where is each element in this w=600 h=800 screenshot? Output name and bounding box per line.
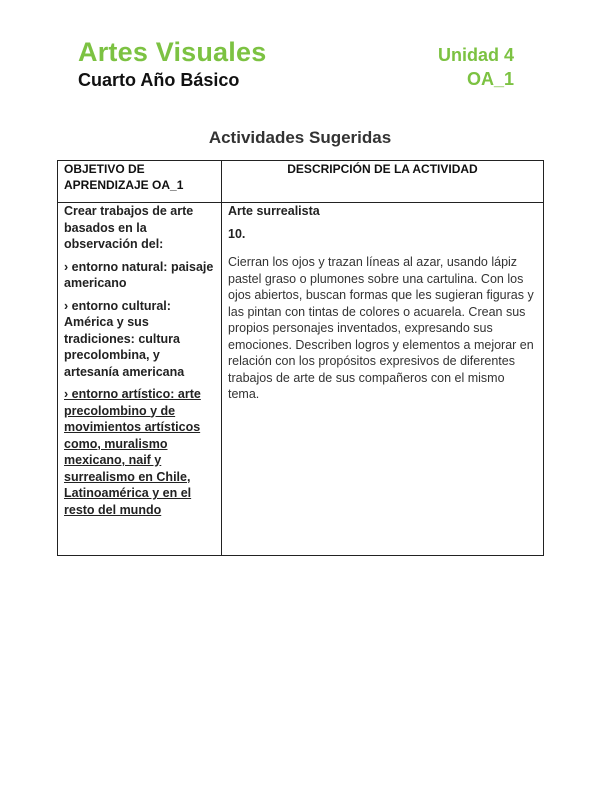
activity-number: 10. <box>228 226 246 241</box>
objective-header: OBJETIVO DE APRENDIZAJE OA_1 <box>58 161 222 203</box>
description-cell <box>222 203 544 556</box>
unit-label: Unidad 4 <box>437 45 514 65</box>
objective-artistic-text: › entorno artístico: arte precolombino y de movimientos artísticos como, muralismo mexicano, naif y surrealismo en Chile, Latinoamérica y en el resto del mundo <box>64 387 201 517</box>
activity-title: Arte surrealista <box>228 204 320 218</box>
oa-label: OA_1 <box>466 69 514 89</box>
objective-cultural: › entorno cultural: América y sus tradiciones: cultura precolombina, y artesanía americana <box>64 298 185 379</box>
document-subtitle: Cuarto Año Básico <box>78 70 240 90</box>
activity-description: Cierran los ojos y trazan líneas al azar, usando lápiz pastel graso o plumones sobre una cartulina. Con los ojos abiertos, buscan formas que les sugieran figuras y las pintan con tintas de colores o acuarela. Crean sus propios personajes inventados, expresando sus emociones. Describen logros y elementos a mejorar en relación con los propósitos expresivos de diferentes trabajos de arte de sus compañeros con el mismo tema. <box>228 255 534 401</box>
objective-natural: › entorno natural: paisaje americano <box>64 259 214 290</box>
description-header: DESCRIPCIÓN DE LA ACTIVIDAD <box>222 161 544 203</box>
objective-artistic <box>64 386 215 518</box>
document-title: Artes Visuales <box>78 37 267 67</box>
activity-table <box>57 160 544 556</box>
objective-cell <box>58 203 222 556</box>
section-title: Actividades Sugeridas <box>208 128 392 147</box>
header-left <box>78 36 266 91</box>
header-right <box>438 44 514 90</box>
table-header-row <box>58 161 544 203</box>
table-row <box>58 203 544 556</box>
objective-intro: Crear trabajos de arte basados en la observación del: <box>64 204 194 251</box>
